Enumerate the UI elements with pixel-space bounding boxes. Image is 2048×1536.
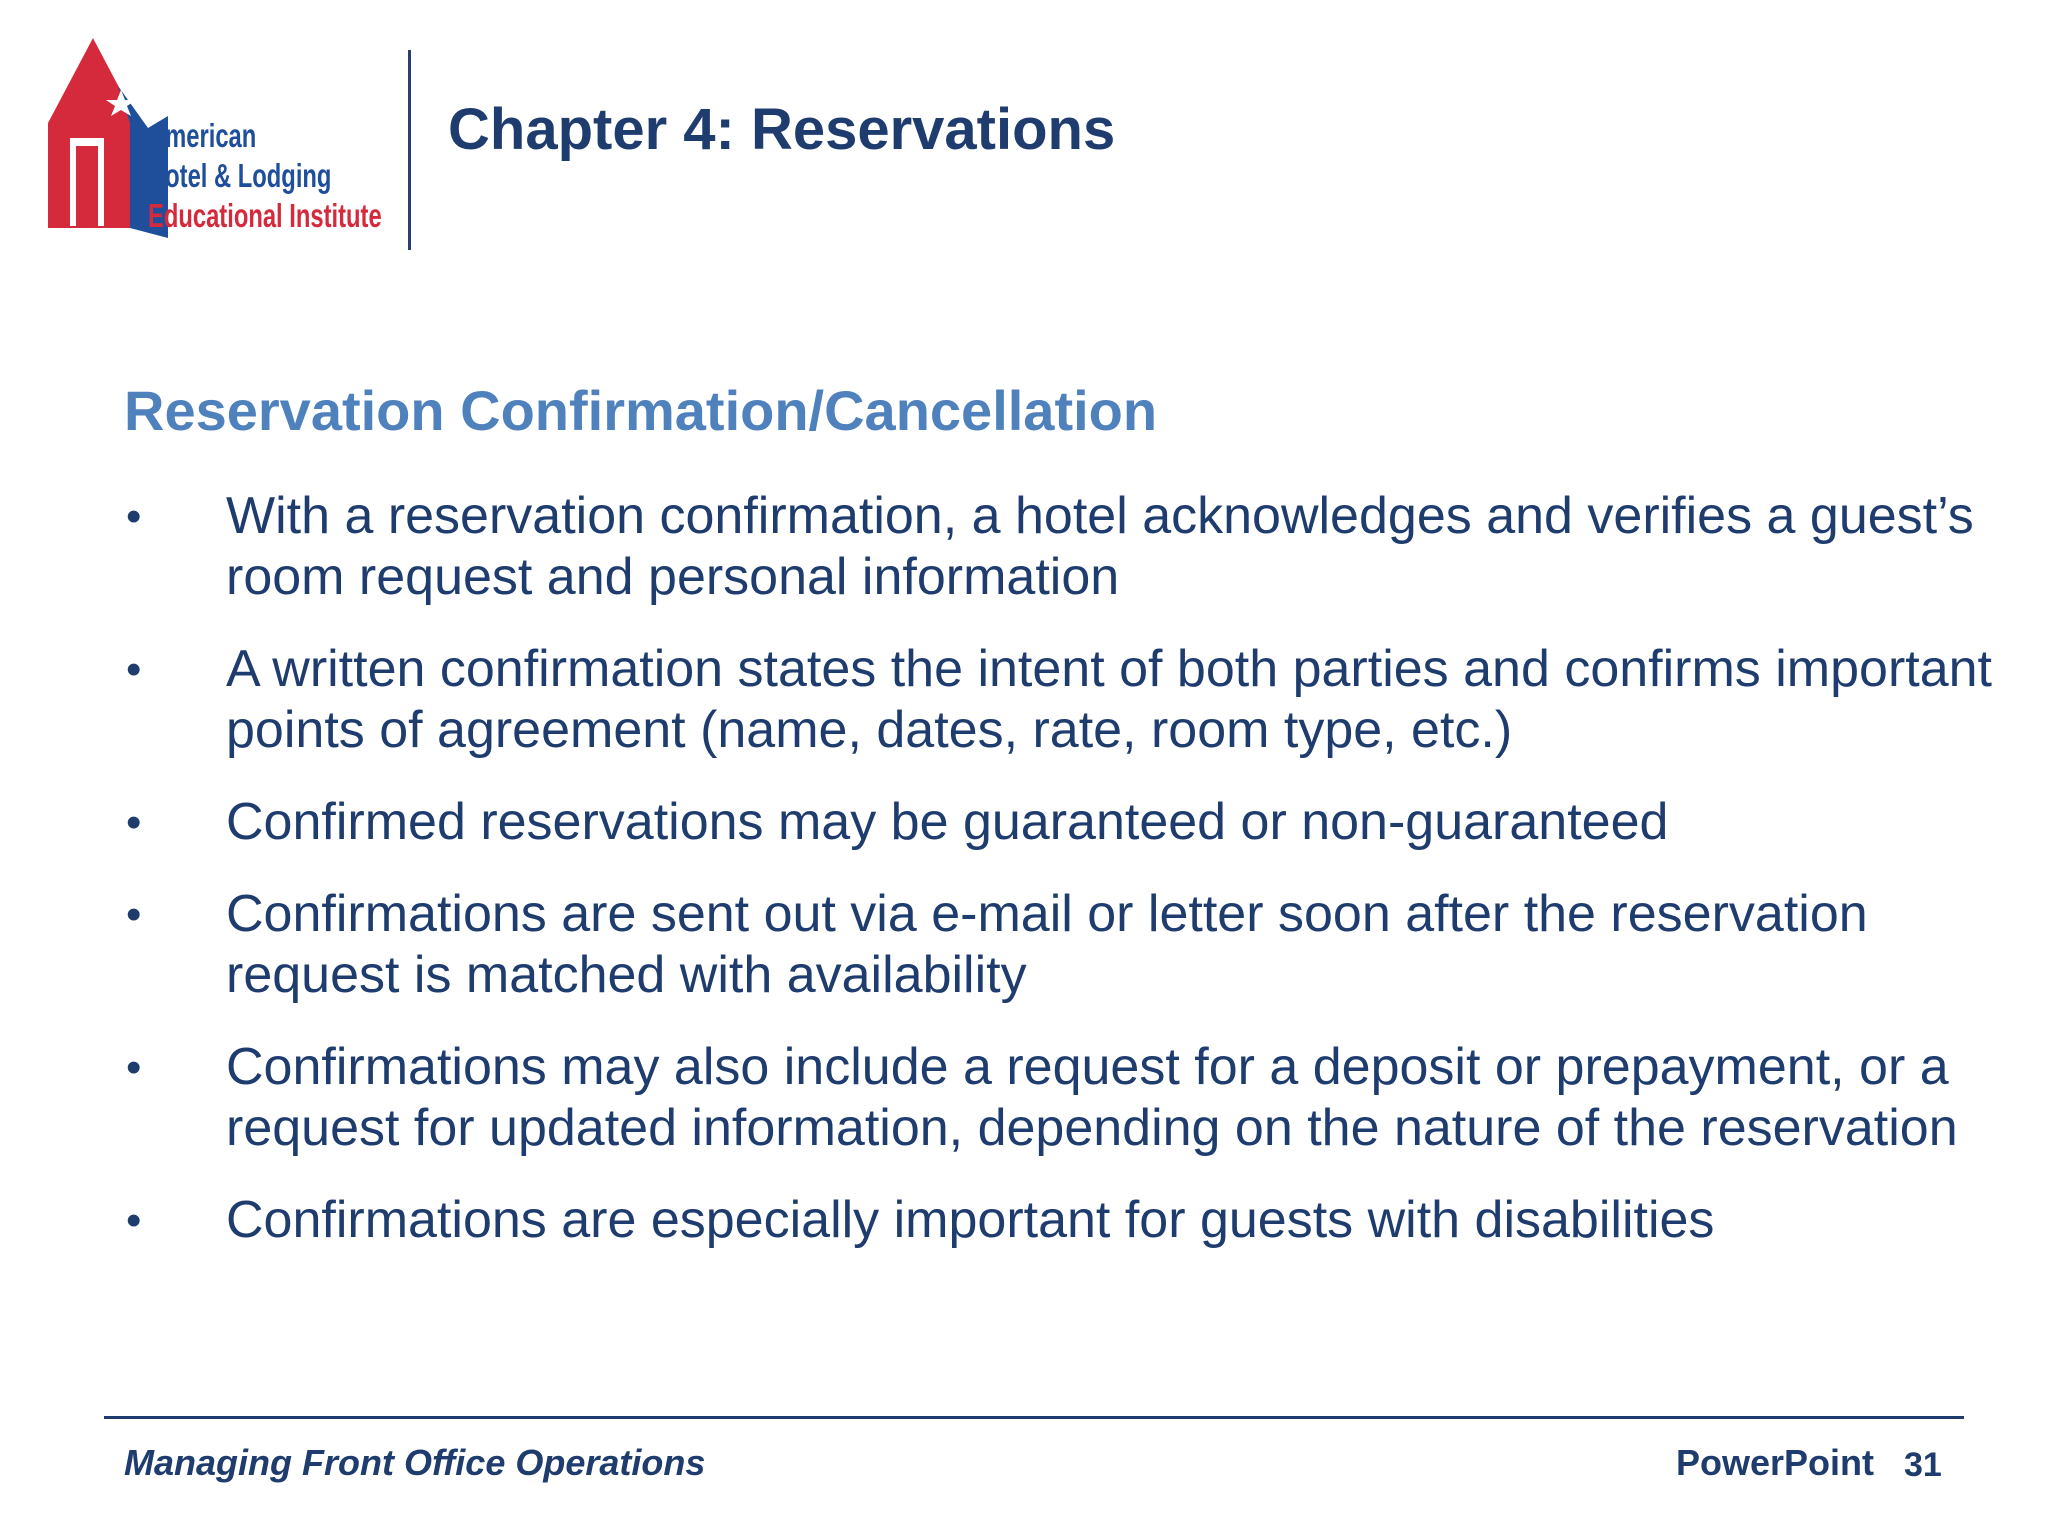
page-number: 31 xyxy=(1904,1446,1942,1484)
bullet-text: Confirmations are sent out via e-mail or letter soon after the reservation request is matched with availability xyxy=(226,885,1868,1004)
ahlei-logo xyxy=(48,28,398,248)
bullet-item xyxy=(120,486,2000,608)
bullet-item xyxy=(120,1190,2000,1251)
bullet-marker: • xyxy=(126,1043,142,1092)
bullet-text: With a reservation confirmation, a hotel acknowledges and verifies a guest’s room request and personal information xyxy=(226,487,1974,606)
logo-wordmark xyxy=(148,116,382,236)
bullet-item xyxy=(120,1037,2000,1159)
logo-line-american: American xyxy=(148,117,257,154)
bullet-marker: • xyxy=(126,798,142,847)
bullet-text: Confirmed reservations may be guaranteed or non-guaranteed xyxy=(226,793,1669,851)
bullet-item xyxy=(120,884,2000,1006)
logo-line-educational-institute: Educational Institute xyxy=(148,197,382,234)
bullet-text: A written confirmation states the intent of both parties and confirms important points of agreement (name, dates, rate, room type, etc.) xyxy=(226,640,1992,759)
bullet-marker: • xyxy=(126,1196,142,1245)
logo-line-hotel-lodging: Hotel & Lodging xyxy=(148,157,332,194)
footer-divider xyxy=(104,1416,1964,1419)
bullet-item xyxy=(120,792,2000,853)
footer-book-title: Managing Front Office Operations xyxy=(124,1442,706,1483)
bullet-item xyxy=(120,639,2000,761)
header-divider xyxy=(408,50,411,250)
page-title: Chapter 4: Reservations xyxy=(448,97,1116,162)
bullet-text: Confirmations are especially important for guests with disabilities xyxy=(226,1191,1715,1249)
footer-powerpoint-label: PowerPoint xyxy=(1676,1442,1875,1483)
bullet-marker: • xyxy=(126,645,142,694)
bullet-marker: • xyxy=(126,492,142,541)
bullet-marker: • xyxy=(126,890,142,939)
bullet-list xyxy=(120,486,2000,1282)
section-heading: Reservation Confirmation/Cancellation xyxy=(124,379,1158,442)
bullet-text: Confirmations may also include a request for a deposit or prepayment, or a request for updated information, depending on the nature of the reservation xyxy=(226,1038,1958,1157)
